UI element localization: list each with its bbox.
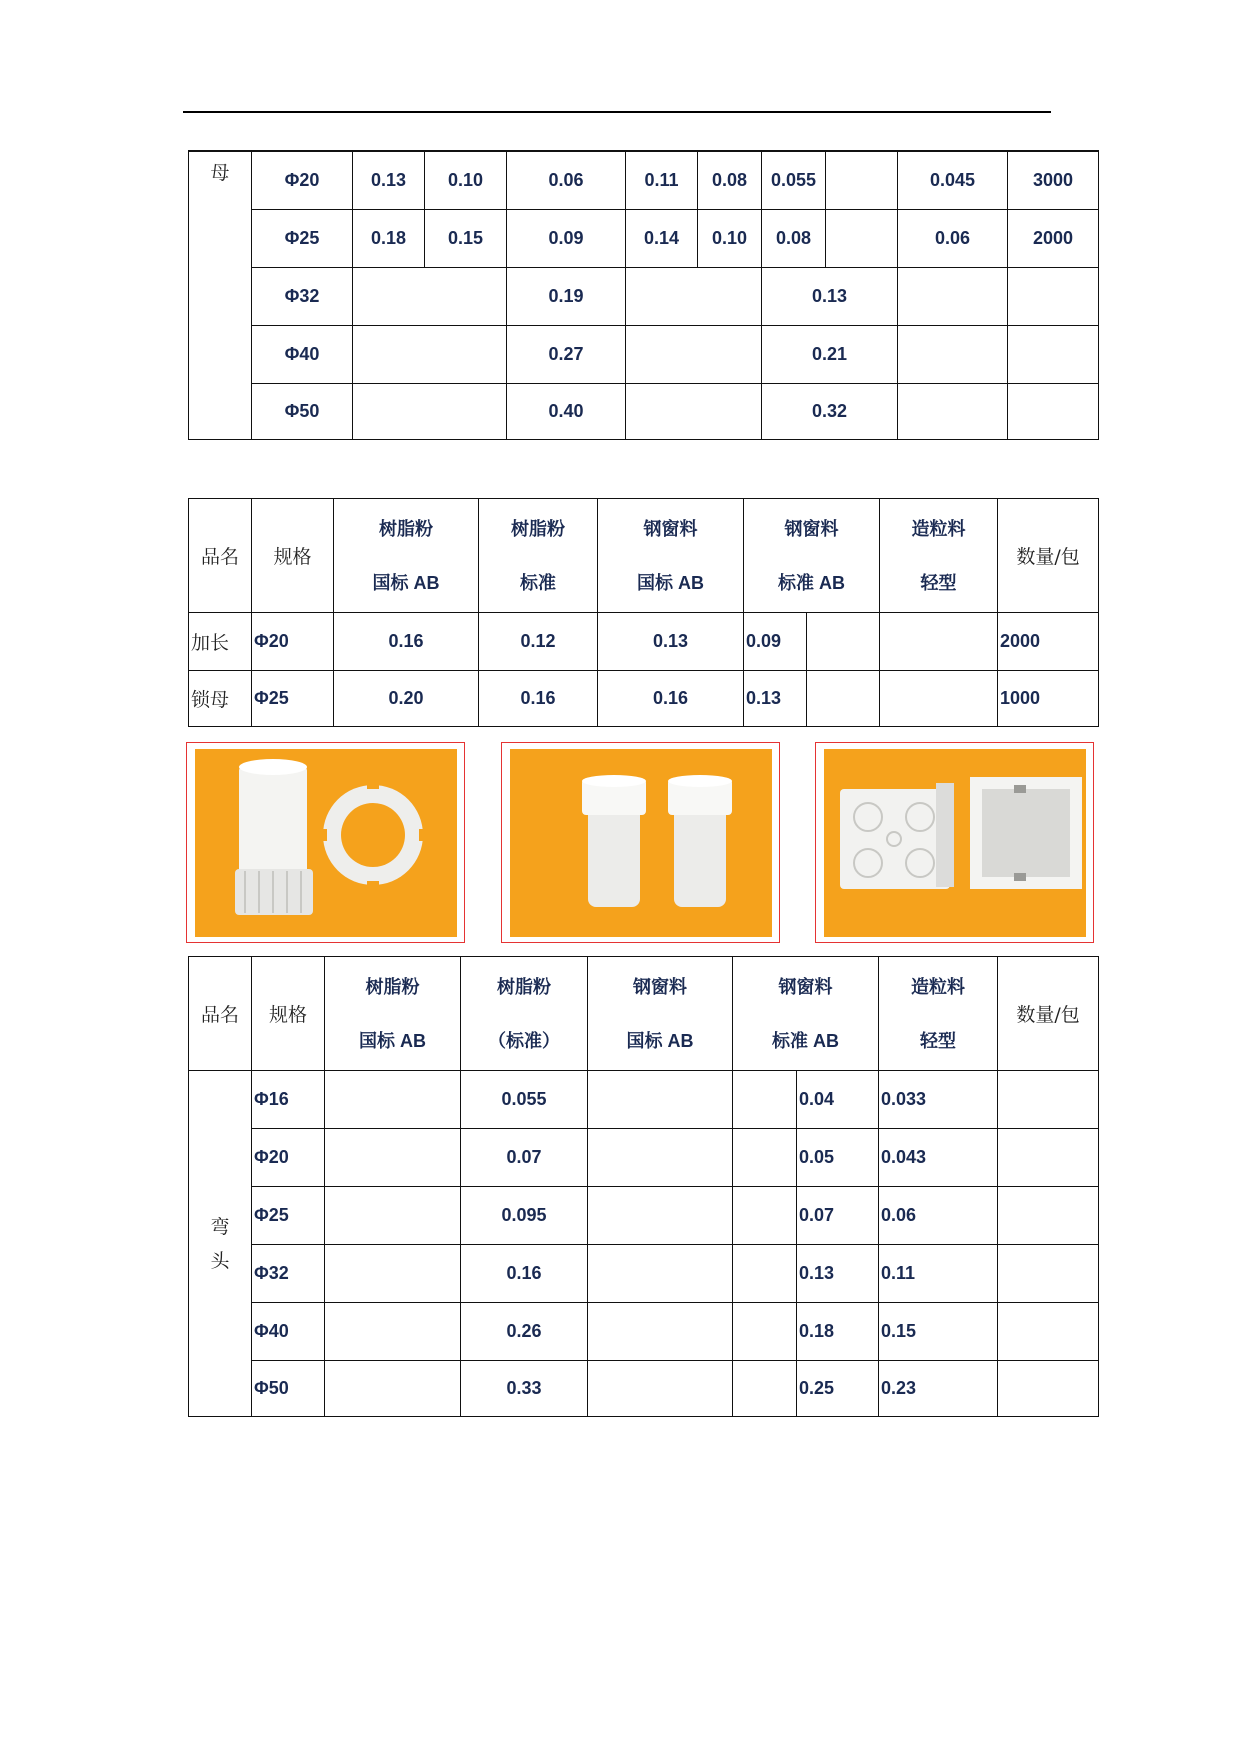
spec-cell: Φ32	[252, 267, 353, 325]
value-cell	[588, 1361, 733, 1417]
two-conduit-couplings-photo	[501, 742, 780, 943]
value-cell	[898, 383, 1008, 439]
spec-cell: Φ50	[252, 383, 353, 439]
value-cell: 0.13	[797, 1245, 879, 1303]
value-cell: 0.09	[507, 209, 626, 267]
qty-cell	[998, 1071, 1099, 1129]
header-spec: 规格	[252, 957, 325, 1071]
junction-box-photo	[815, 742, 1094, 943]
qty-cell	[998, 1245, 1099, 1303]
header-ab: AB	[813, 1030, 840, 1051]
header-qty: 数量/包	[998, 957, 1099, 1071]
qty-cell	[998, 1303, 1099, 1361]
header-line: （标准）	[488, 1030, 560, 1051]
value-cell	[733, 1129, 797, 1187]
value-cell: 0.10	[425, 151, 507, 209]
value-cell: 0.15	[879, 1303, 998, 1361]
value-cell: 0.12	[479, 613, 598, 671]
value-cell	[807, 613, 880, 671]
value-cell: 0.055	[461, 1071, 588, 1129]
value-cell: 0.15	[425, 209, 507, 267]
value-cell: 0.09	[744, 613, 807, 671]
value-cell	[325, 1071, 461, 1129]
value-cell: 0.14	[626, 209, 698, 267]
value-cell	[733, 1303, 797, 1361]
header-spec: 规格	[252, 499, 334, 613]
header-line: 钢窗料	[643, 518, 698, 539]
header-granule-light	[879, 957, 998, 1071]
spec-cell: Φ32	[252, 1245, 325, 1303]
header-text: 国标	[358, 1030, 395, 1051]
header-steel-national	[598, 499, 744, 613]
header-qty: 数量/包	[998, 499, 1099, 613]
value-cell: 0.23	[879, 1361, 998, 1417]
header-line	[325, 1014, 460, 1068]
header-resin-standard	[479, 499, 598, 613]
header-line	[733, 1014, 878, 1068]
value-cell: 0.13	[353, 151, 425, 209]
value-cell: 0.07	[461, 1129, 588, 1187]
value-cell: 0.40	[507, 383, 626, 439]
value-cell	[353, 267, 507, 325]
category-line2: 锁母	[189, 671, 252, 727]
value-cell: 0.32	[762, 383, 898, 439]
header-ab: AB	[667, 1030, 694, 1051]
value-cell: 0.10	[698, 209, 762, 267]
value-cell	[733, 1245, 797, 1303]
qty-cell	[998, 1187, 1099, 1245]
qty-cell: 2000	[1008, 209, 1099, 267]
value-cell: 0.045	[898, 151, 1008, 209]
value-cell	[325, 1303, 461, 1361]
qty-cell	[998, 1361, 1099, 1417]
header-steel-national	[588, 957, 733, 1071]
two-conduit-couplings-icon	[510, 749, 772, 937]
value-cell	[733, 1071, 797, 1129]
value-cell: 0.06	[898, 209, 1008, 267]
header-ab: AB	[413, 572, 440, 593]
value-cell: 0.08	[698, 151, 762, 209]
header-line: 造粒料	[911, 518, 966, 539]
header-line: 轻型	[920, 572, 957, 593]
value-cell	[880, 671, 998, 727]
category-cell: 母	[189, 151, 252, 439]
category-line1: 弯	[210, 1215, 230, 1238]
header-ab: AB	[678, 572, 704, 593]
value-cell: 0.26	[461, 1303, 588, 1361]
value-cell: 0.21	[762, 325, 898, 383]
value-cell: 0.25	[797, 1361, 879, 1417]
header-steel-standard	[744, 499, 880, 613]
value-cell	[733, 1187, 797, 1245]
value-cell: 0.08	[762, 209, 826, 267]
spec-cell: Φ40	[252, 1303, 325, 1361]
value-cell: 0.16	[461, 1245, 588, 1303]
value-cell: 0.16	[598, 671, 744, 727]
spec-cell: Φ25	[252, 209, 353, 267]
value-cell: 0.18	[797, 1303, 879, 1361]
value-cell	[826, 209, 898, 267]
conduit-connector-and-lock-nut-photo	[186, 742, 465, 943]
value-cell	[325, 1187, 461, 1245]
header-ab: AB	[400, 1030, 426, 1051]
value-cell	[898, 325, 1008, 383]
value-cell	[325, 1361, 461, 1417]
header-resin-standard	[461, 957, 588, 1071]
spec-cell: Φ20	[252, 613, 334, 671]
value-cell	[353, 383, 507, 439]
value-cell: 0.11	[626, 151, 698, 209]
value-cell: 0.043	[879, 1129, 998, 1187]
header-text: 国标	[626, 1030, 663, 1051]
value-cell	[588, 1303, 733, 1361]
value-cell	[353, 325, 507, 383]
value-cell	[1008, 267, 1099, 325]
spec-cell: Φ40	[252, 325, 353, 383]
qty-cell: 1000	[998, 671, 1099, 727]
value-cell	[325, 1245, 461, 1303]
header-line	[744, 556, 879, 610]
value-cell	[626, 325, 762, 383]
spec-cell: Φ25	[252, 1187, 325, 1245]
spec-cell: Φ16	[252, 1071, 325, 1129]
header-line: 造粒料	[911, 976, 966, 997]
header-rule	[183, 111, 1051, 113]
category-line1: 加长	[189, 613, 252, 671]
spec-cell: Φ20	[252, 1129, 325, 1187]
value-cell: 0.13	[744, 671, 807, 727]
header-resin-national	[325, 957, 461, 1071]
value-cell: 0.05	[797, 1129, 879, 1187]
value-cell: 0.20	[334, 671, 479, 727]
value-cell	[588, 1187, 733, 1245]
header-ab: AB	[819, 572, 846, 593]
header-line: 轻型	[920, 1030, 957, 1051]
header-line	[588, 1014, 732, 1068]
junction-box-icon	[824, 749, 1086, 937]
header-line: 标准	[520, 572, 556, 593]
header-steel-standard	[733, 957, 879, 1071]
value-cell: 0.33	[461, 1361, 588, 1417]
value-cell	[880, 613, 998, 671]
value-cell	[1008, 383, 1099, 439]
header-text: 国标	[636, 572, 673, 593]
header-text: 国标	[372, 572, 409, 593]
header-line: 钢窗料	[778, 976, 833, 997]
value-cell: 0.11	[879, 1245, 998, 1303]
header-granule-light	[880, 499, 998, 613]
spec-cell: Φ50	[252, 1361, 325, 1417]
header-name: 品名	[189, 957, 252, 1071]
value-cell	[1008, 325, 1099, 383]
value-cell: 0.13	[762, 267, 898, 325]
header-line	[598, 556, 743, 610]
header-name: 品名	[189, 499, 252, 613]
spec-cell: Φ20	[252, 151, 353, 209]
header-line: 钢窗料	[784, 518, 839, 539]
header-line: 钢窗料	[633, 976, 687, 997]
value-cell	[626, 383, 762, 439]
value-cell	[588, 1129, 733, 1187]
qty-cell: 3000	[1008, 151, 1099, 209]
value-cell	[325, 1129, 461, 1187]
value-cell: 0.27	[507, 325, 626, 383]
header-text: 标准	[772, 1030, 808, 1051]
value-cell	[733, 1361, 797, 1417]
category-cell	[189, 1071, 252, 1417]
value-cell: 0.033	[879, 1071, 998, 1129]
value-cell: 0.19	[507, 267, 626, 325]
value-cell: 0.13	[598, 613, 744, 671]
header-line	[334, 556, 478, 610]
header-resin-national	[334, 499, 479, 613]
value-cell: 0.06	[879, 1187, 998, 1245]
spec-cell: Φ25	[252, 671, 334, 727]
qty-cell: 2000	[998, 613, 1099, 671]
price-table-lock-nut	[188, 150, 1099, 440]
value-cell: 0.16	[479, 671, 598, 727]
header-line: 树脂粉	[511, 518, 565, 539]
header-line: 树脂粉	[497, 976, 551, 997]
value-cell	[807, 671, 880, 727]
qty-cell	[998, 1129, 1099, 1187]
value-cell	[898, 267, 1008, 325]
value-cell: 0.04	[797, 1071, 879, 1129]
header-line: 树脂粉	[379, 518, 433, 539]
value-cell: 0.095	[461, 1187, 588, 1245]
header-text: 标准	[778, 572, 814, 593]
value-cell	[588, 1071, 733, 1129]
price-table-elbow	[188, 956, 1099, 1417]
value-cell: 0.18	[353, 209, 425, 267]
header-line: 树脂粉	[365, 976, 420, 997]
price-table-extended-lock-nut	[188, 498, 1099, 727]
value-cell	[826, 151, 898, 209]
value-cell	[588, 1245, 733, 1303]
value-cell: 0.06	[507, 151, 626, 209]
conduit-connector-and-lock-nut-icon	[195, 749, 457, 937]
value-cell: 0.055	[762, 151, 826, 209]
value-cell: 0.07	[797, 1187, 879, 1245]
value-cell	[626, 267, 762, 325]
value-cell: 0.16	[334, 613, 479, 671]
category-line2: 头	[210, 1249, 230, 1272]
